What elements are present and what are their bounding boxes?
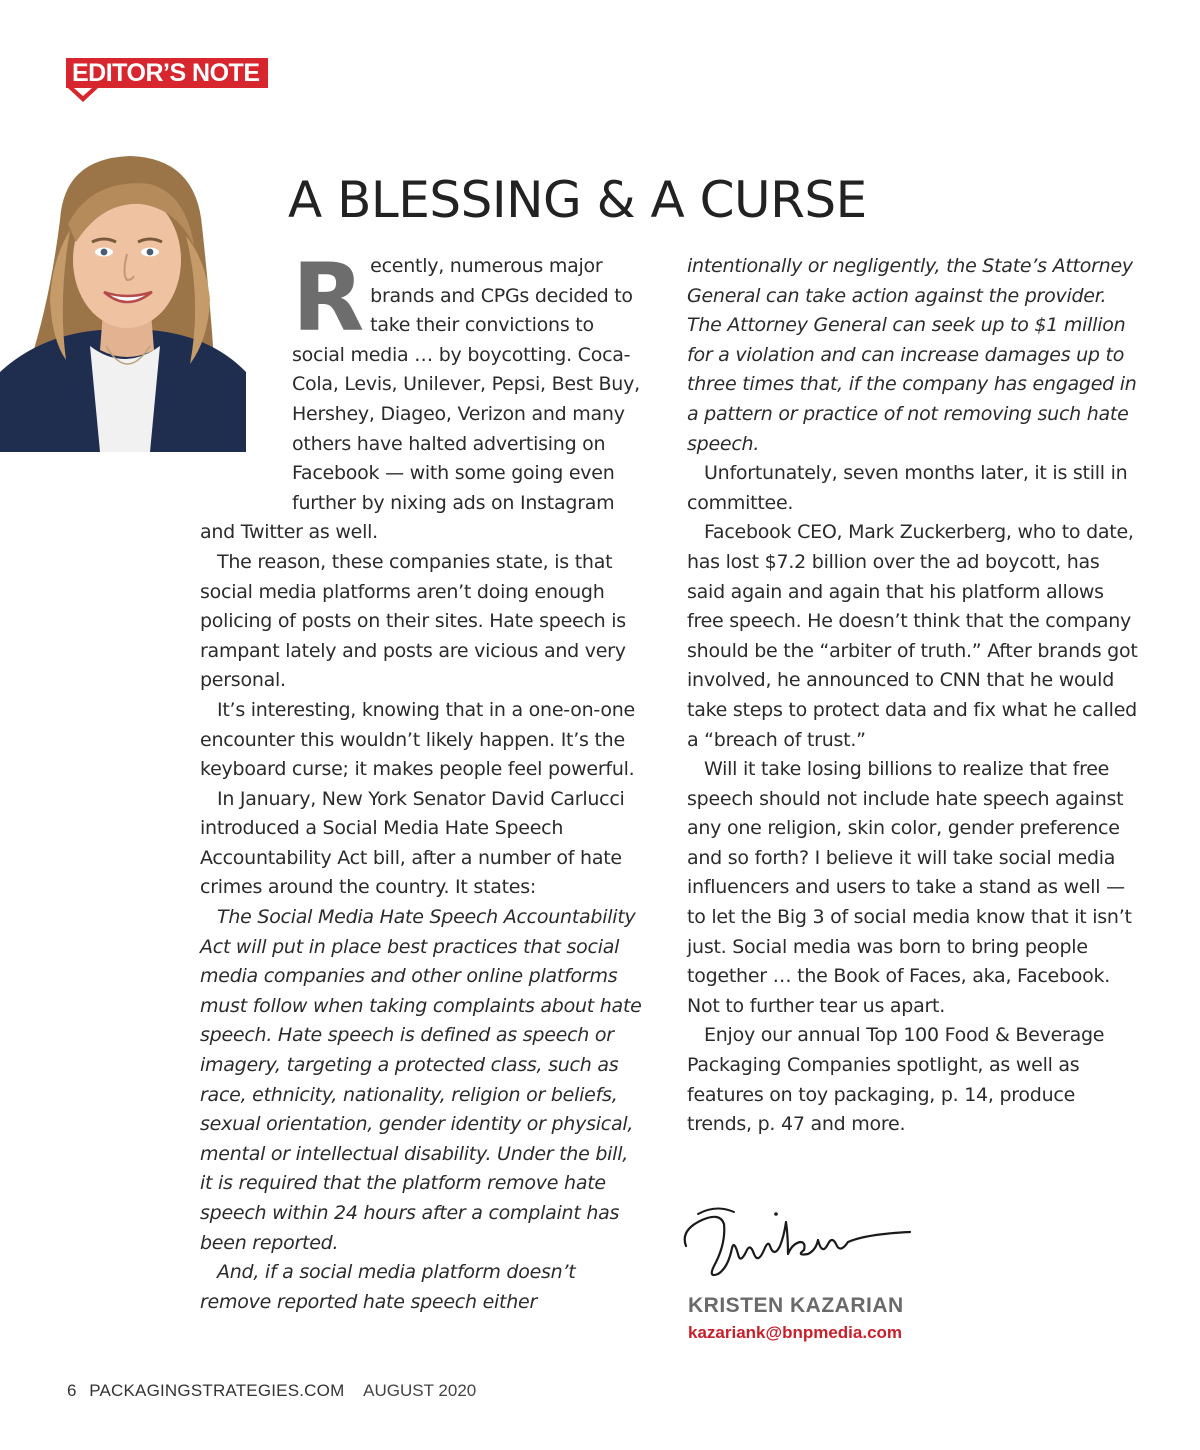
- portrait-text-wrap: [200, 252, 292, 504]
- article-column-left: [200, 244, 646, 1317]
- quoted-paragraph: intentionally or negligently, the State’s Attorney General can take action against the provider. The Attorney General can seek up to $1 million for a violation and can increase damages up to three times that, if the company has engaged in a pattern or practice of not removing such hate speech.: [687, 255, 1137, 455]
- site-name: PACKAGINGSTRATEGIES.COM: [89, 1381, 345, 1400]
- section-tag: EDITOR’S NOTE: [66, 58, 268, 88]
- paragraph: Will it take losing billions to realize that free speech should not include hate speech against any one religion, skin color, gender preference and so forth? I believe it will take social media influencers and users to take a stand as well — to let the Big 3 of social media know that it isn’t just. Social media was born to bring people together … the Book of Faces, aka, Facebook. Not to further tear us apart.: [687, 758, 1132, 1017]
- paragraph: ecently, numerous major brands and CPGs decided to take their convictions to social media … by boycotting. Coca-Cola, Levis, Unilever, Pepsi, Best Buy, Hershey, Diageo, Verizon and many others have halted advertising on Facebook — with some going even further by nixing ads on Instagram and Twitter as well.: [200, 255, 640, 544]
- section-tag-notch: [68, 88, 98, 102]
- paragraph: In January, New York Senator David Carlucci introduced a Social Media Hate Speech Accountability Act bill, after a number of hate crimes around the country. It states:: [200, 787, 625, 899]
- article-headline: A BLESSING & A CURSE: [288, 171, 867, 229]
- paragraph: Enjoy our annual Top 100 Food & Beverage Packaging Companies spotlight, as well as features on toy packaging, p. 14, produce trends, p. 47 and more.: [687, 1024, 1105, 1136]
- paragraph: The reason, these companies state, is that social media platforms aren’t doing enough policing of posts on their sites. Hate speech is rampant lately and posts are vicious and very personal.: [200, 550, 626, 692]
- quoted-paragraph: And, if a social media platform doesn’t remove reported hate speech either: [200, 1261, 576, 1313]
- paragraph: Facebook CEO, Mark Zuckerberg, who to date, has lost $7.2 billion over the ad boycott, has said again and again that his platform allows free speech. He doesn’t think that the company should be the “arbiter of truth.” After brands got involved, he announced to CNN that he would take steps to protect data and fix what he called a “breach of trust.”: [687, 521, 1138, 751]
- author-name: KRISTEN KAZARIAN: [688, 1294, 904, 1317]
- signature-icon: [676, 1192, 916, 1284]
- drop-cap: R: [292, 244, 365, 353]
- quoted-paragraph: The Social Media Hate Speech Accountability Act will put in place best practices that social media companies and other online platforms must follow when taking complaints about hate speech. Hate speech is defined as speech or imagery, targeting a protected class, such as race, ethnicity, nationality, religion or beliefs, sexual orientation, gender identity or physical, mental or intellectual disability. Under the bill, it is required that the platform remove hate speech within 24 hours after a complaint has been reported.: [200, 906, 642, 1254]
- article-column-right: [687, 252, 1139, 1140]
- handwritten-signature: [676, 1192, 916, 1284]
- page-footer: [67, 1381, 476, 1401]
- author-email-link[interactable]: kazariank@bnpmedia.com: [688, 1323, 903, 1342]
- page-number: 6: [67, 1381, 77, 1400]
- issue-date: AUGUST 2020: [363, 1381, 477, 1400]
- paragraph: Unfortunately, seven months later, it is still in committee.: [687, 462, 1128, 514]
- paragraph: It’s interesting, knowing that in a one-on-one encounter this wouldn’t likely happen. It’s the keyboard curse; it makes people feel powerful.: [200, 698, 635, 781]
